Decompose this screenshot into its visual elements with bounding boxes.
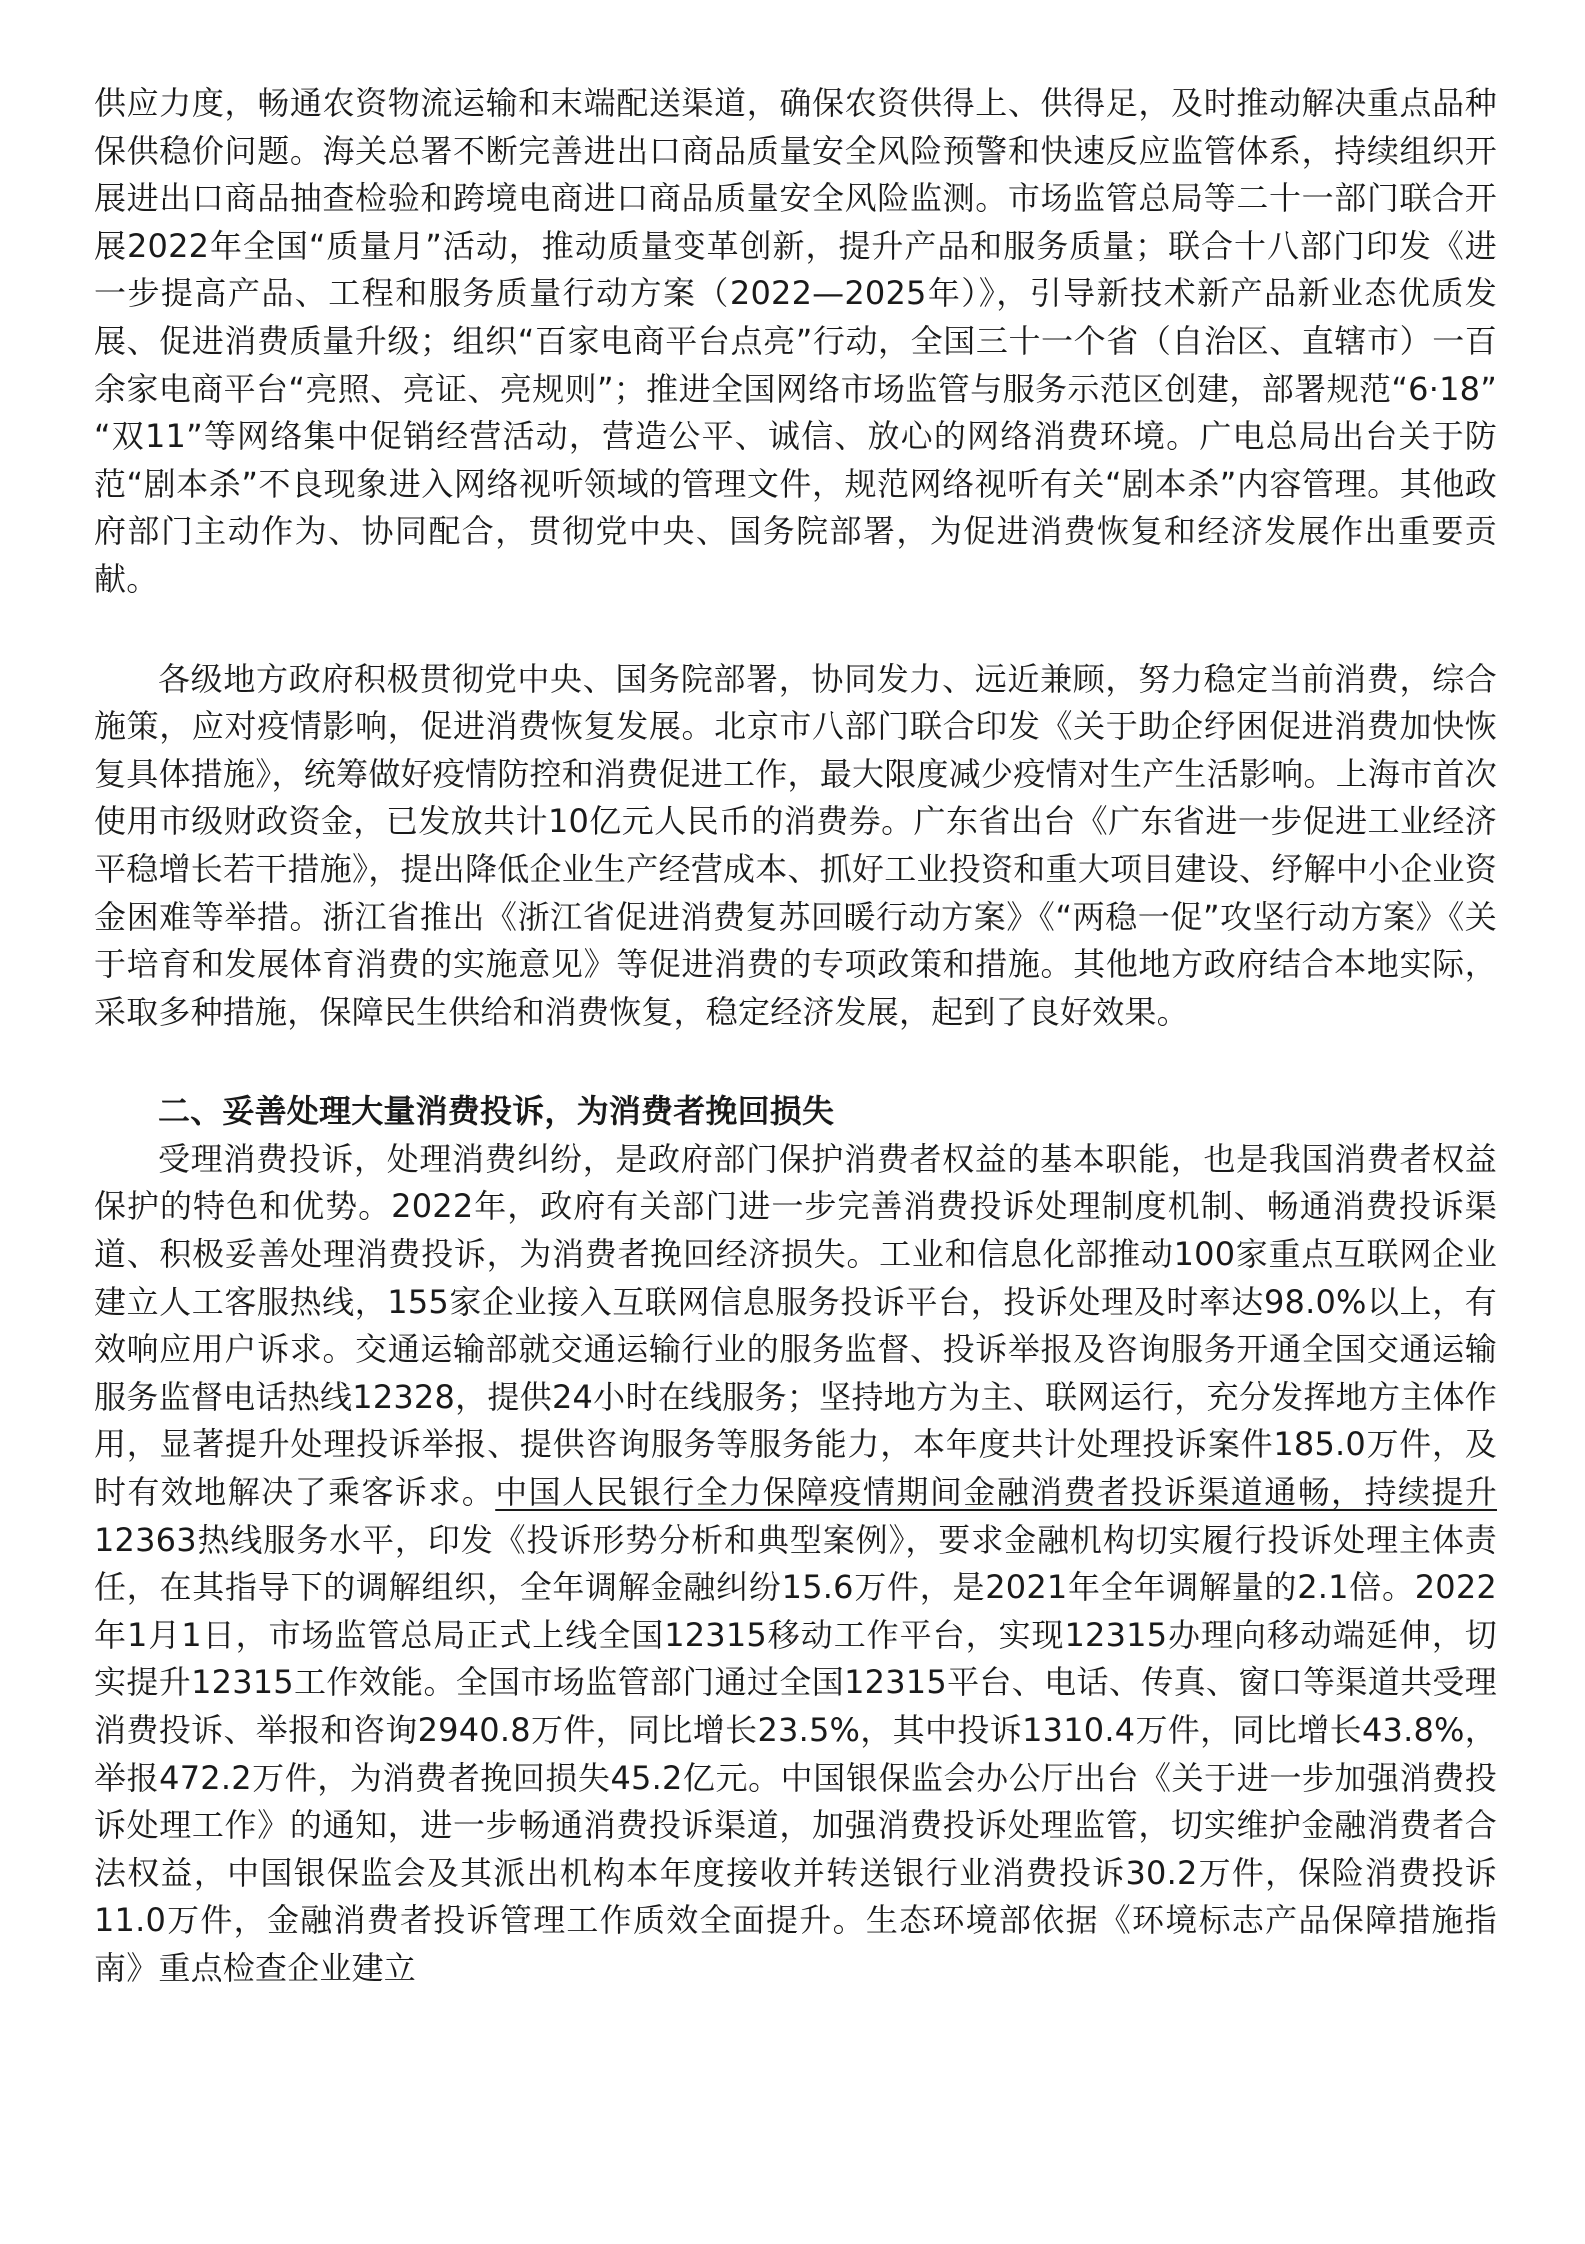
underlined-text: 中国人民银行全力保障疫情期间金融消费者投诉渠道通畅，持续提升 xyxy=(495,1473,1497,1512)
paragraph-spacer xyxy=(94,1036,1497,1088)
paragraph-complaint-handling xyxy=(94,1136,1497,1993)
paragraph-local-governments: 各级地方政府积极贯彻党中央、国务院部署，协同发力、远近兼顾，努力稳定当前消费，综合施策，应对疫情影响，促进消费恢复发展。北京市八部门联合印发《关于助企纾困促进消费加快恢复具体措施》，统筹做好疫情防控和消费促进工作，最大限度减少疫情对生产生活影响。上海市首次使用市级财政资金，已发放共计10亿元人民币的消费券。广东省出台《广东省进一步促进工业经济平稳增长若干措施》，提出降低企业生产经营成本、抓好工业投资和重大项目建设、纾解中小企业资金困难等举措。浙江省推出《浙江省促进消费复苏回暖行动方案》《“两稳一促”攻坚行动方案》《关于培育和发展体育消费的实施意见》等促进消费的专项政策和措施。其他地方政府结合本地实际，采取多种措施，保障民生供给和消费恢复，稳定经济发展，起到了良好效果。 xyxy=(94,659,1497,1031)
paragraph-central-departments: 供应力度，畅通农资物流运输和末端配送渠道，确保农资供得上、供得足，及时推动解决重点品种保供稳价问题。海关总署不断完善进出口商品质量安全风险预警和快速反应监管体系，持续组织开展进出口商品抽查检验和跨境电商进口商品质量安全风险监测。市场监管总局等二十一部门联合开展2022年全国“质量月”活动，推动质量变革创新，提升产品和服务质量；联合十八部门印发《进一步提高产品、工程和服务质量行动方案（2022—2025年）》，引导新技术新产品新业态优质发展、促进消费质量升级；组织“百家电商平台点亮”行动，全国三十一个省（自治区、直辖市）一百余家电商平台“亮照、亮证、亮规则”；推进全国网络市场监管与服务示范区创建，部署规范“6·18” “双11”等网络集中促销经营活动，营造公平、诚信、放心的网络消费环境。广电总局出台关于防范“剧本杀”不良现象进入网络视听领域的管理文件，规范网络视听有关“剧本杀”内容管理。其他政府部门主动作为、协同配合，贯彻党中央、国务院部署，为促进消费恢复和经济发展作出重要贡献。 xyxy=(94,84,1497,598)
paragraph-text-part: 12363热线服务水平，印发《投诉形势分析和典型案例》，要求金融机构切实履行投诉处理主体责任，在其指导下的调解组织，全年调解金融纠纷15.6万件，是2021年全年调解量的2.1倍。2022年1月1日，市场监管总局正式上线全国12315移动工作平台，实现12315办理向移动端延伸，切实提升12315工作效能。全国市场监管部门通过全国12315平台、电话、传真、窗口等渠道共受理消费投诉、举报和咨询2940.8万件，同比增长23.5%，其中投诉1310.4万件，同比增长43.8%，举报472.2万件，为消费者挽回损失45.2亿元。中国银保监会办公厅出台《关于进一步加强消费投诉处理工作》的通知，进一步畅通消费投诉渠道，加强消费投诉处理监管，切实维护金融消费者合法权益，中国银保监会及其派出机构本年度接收并转送银行业消费投诉30.2万件，保险消费投诉11.0万件，金融消费者投诉管理工作质效全面提升。生态环境部依据《环境标志产品保障措施指南》重点检查企业建立 xyxy=(94,1520,1497,1987)
section-heading: 二、妥善处理大量消费投诉，为消费者挽回损失 xyxy=(158,1092,835,1131)
paragraph-text-part: 受理消费投诉，处理消费纠纷，是政府部门保护消费者权益的基本职能，也是我国消费者权益保护的特色和优势。2022年，政府有关部门进一步完善消费投诉处理制度机制、畅通消费投诉渠道、积极妥善处理消费投诉，为消费者挽回经济损失。工业和信息化部推动100家重点互联网企业建立人工客服热线，155家企业接入互联网信息服务投诉平台，投诉处理及时率达98.0%以上，有效响应用户诉求。交通运输部就交通运输行业的服务监督、投诉举报及咨询服务开通全国交通运输服务监督电话热线12328，提供24小时在线服务；坚持地方为主、联网运行，充分发挥地方主体作用，显著提升处理投诉举报、提供咨询服务等服务能力，本年度共计处理投诉案件185.0万件，及时有效地解决了乘客诉求。 xyxy=(94,1139,1497,1512)
paragraph-spacer xyxy=(94,604,1497,656)
